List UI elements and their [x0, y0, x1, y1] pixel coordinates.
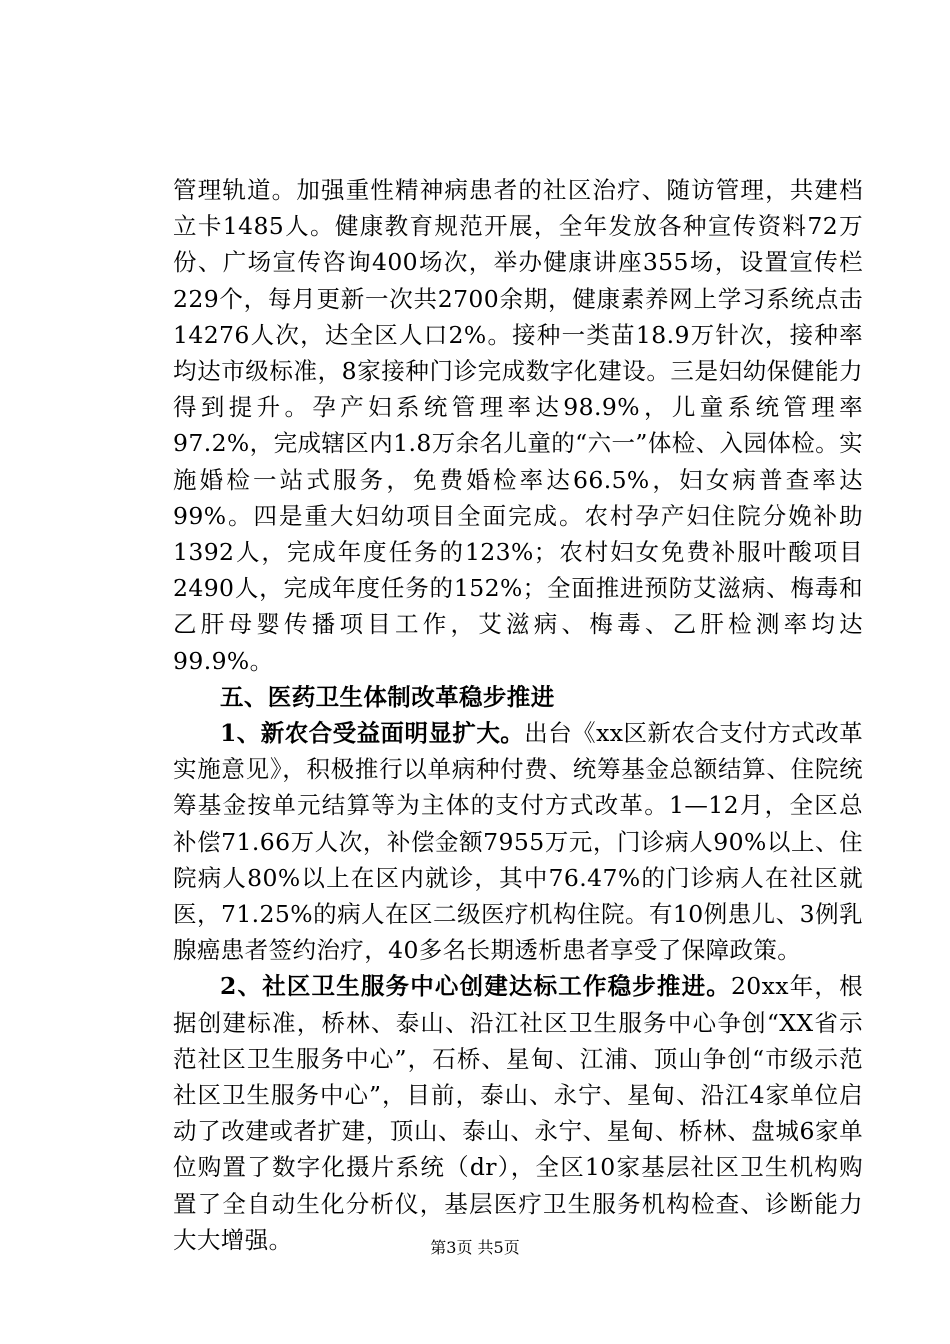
page-number: 第3页 共5页 — [430, 1238, 520, 1257]
page-footer — [0, 1238, 950, 1258]
heading-text: 五、医药卫生体制改革稳步推进 — [220, 682, 555, 711]
paragraph-new-rural-cooperative — [173, 715, 863, 968]
paragraph-lead: 2、社区卫生服务中心创建达标工作稳步推进。 — [220, 972, 731, 1001]
paragraph-text: 出台《xx区新农合支付方式改革实施意见》，积极推行以单病种付费、统筹基金总额结算、住院统筹基金按单元结算等为主体的支付方式改革。1—12月，全区总补偿71.66万人次，补偿金额7955万元，门诊病人90%以上、住院病人80%以上在区内就诊，其中76.47%的门诊病人在社区就医，71.25%的病人在区二级医疗机构住院。有10例患儿、3例乳腺癌患者签约治疗，40多名长期透析患者享受了保障政策。 — [173, 719, 863, 965]
paragraph-community-health-centers — [173, 968, 863, 1258]
paragraph-lead: 1、新农合受益面明显扩大。 — [220, 719, 525, 748]
paragraph-health-management — [173, 172, 863, 679]
paragraph-text: 20xx年，根据创建标准，桥林、泰山、沿江社区卫生服务中心争创“XX省示范社区卫生服务中心”，石桥、星甸、江浦、顶山争创“市级示范社区卫生服务中心”，目前，泰山、永宁、星甸、沿江4家单位启动了改建或者扩建，顶山、泰山、永宁、星甸、桥林、盘城6家单位购置了数字化摄片系统（dr），全区10家基层社区卫生机构购置了全自动生化分析仪，基层医疗卫生服务机构检查、诊断能力大大增强。 — [173, 972, 863, 1254]
paragraph-text: 管理轨道。加强重性精神病患者的社区治疗、随访管理，共建档立卡1485人。健康教育规范开展，全年发放各种宣传资料72万份、广场宣传咨询400场次，举办健康讲座355场，设置宣传栏229个，每月更新一次共2700余期，健康素养网上学习系统点击14276人次，达全区人口2%。接种一类苗18.9万针次，接种率均达市级标准，8家接种门诊完成数字化建设。三是妇幼保健能力得到提升。孕产妇系统管理率达98.9%，儿童系统管理率97.2%，完成辖区内1.8万余名儿童的“六一”体检、入园体检。实施婚检一站式服务，免费婚检率达66.5%，妇女病普查率达99%。四是重大妇幼项目全面完成。农村孕产妇住院分娩补助1392人，完成年度任务的123%；农村妇女免费补服叶酸项目2490人，完成年度任务的152%；全面推进预防艾滋病、梅毒和乙肝母婴传播项目工作，艾滋病、梅毒、乙肝检测率均达99.9%。 — [173, 176, 863, 675]
document-body — [173, 172, 863, 1258]
section-heading-reform — [173, 679, 863, 715]
